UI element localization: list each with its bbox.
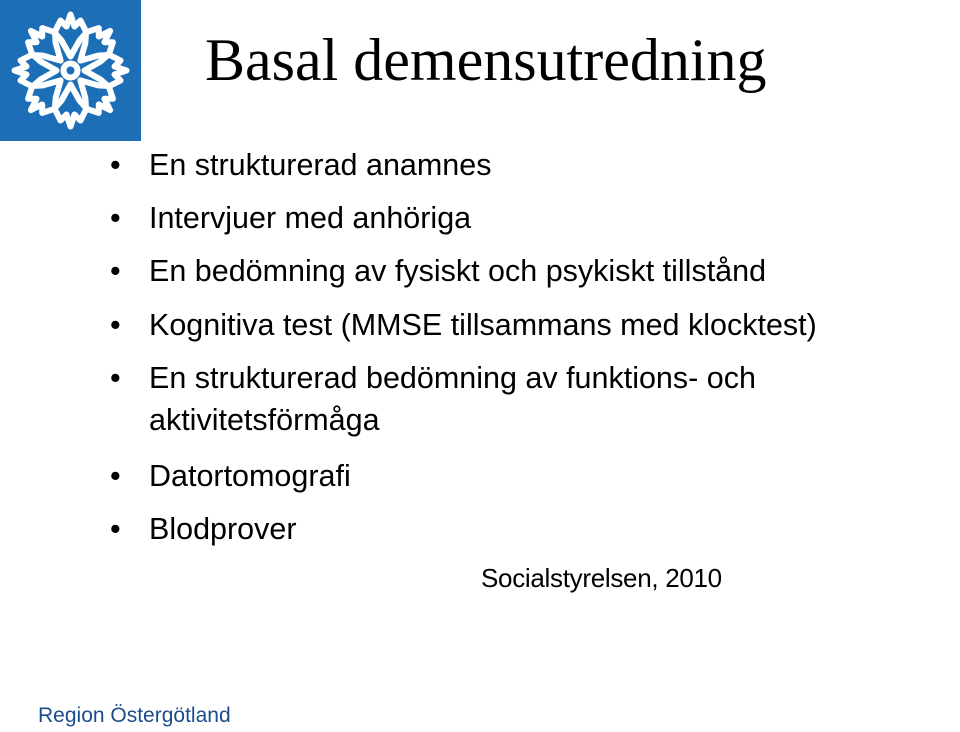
bullet-text: En strukturerad anamnes <box>149 148 492 182</box>
bullet-text-line: aktivitetsförmåga <box>149 403 380 437</box>
bullet-marker: • <box>110 148 121 182</box>
footer-brand: Region Östergötland <box>38 704 231 727</box>
source-citation: Socialstyrelsen, 2010 <box>481 563 722 593</box>
bullet-text: En bedömning av fysiskt och psykiskt tillstånd <box>149 254 767 288</box>
bullet-marker: • <box>110 201 121 235</box>
bullet-text <box>149 357 756 441</box>
bullet-marker: • <box>110 361 121 395</box>
bullet-marker: • <box>110 254 121 288</box>
bullet-text-line: En strukturerad bedömning av funktions- och <box>149 361 756 395</box>
bullet-text: Intervjuer med anhöriga <box>149 201 472 235</box>
bullet-text: Blodprover <box>149 512 297 546</box>
bullet-text: Kognitiva test (MMSE tillsammans med klocktest) <box>149 308 817 342</box>
slide-title: Basal demensutredning <box>205 27 767 93</box>
region-logo <box>0 0 141 141</box>
bullet-marker: • <box>110 459 121 493</box>
bullet-text: Datortomografi <box>149 459 351 493</box>
bullet-marker: • <box>110 308 121 342</box>
bullet-marker: • <box>110 512 121 546</box>
flower-logo-icon <box>0 0 141 141</box>
